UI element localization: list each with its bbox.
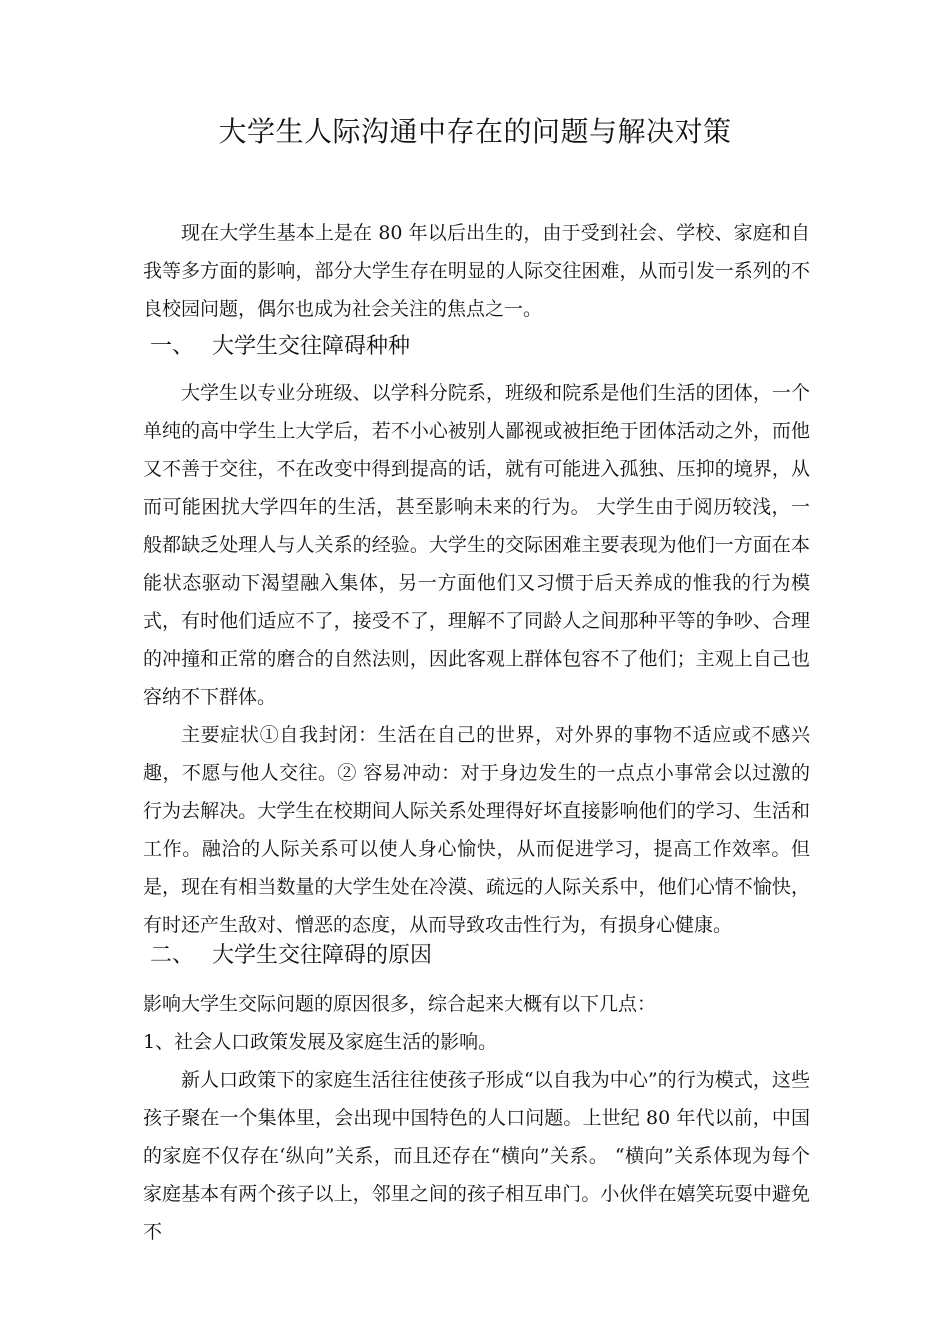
- section-1-title: 大学生交往障碍种种: [212, 334, 411, 359]
- section-2-number: 二、: [150, 943, 195, 968]
- section-2-heading: [150, 940, 432, 972]
- section-1-paragraph-1: 大学生以专业分班级、以学科分院系，班级和院系是他们生活的团体，一个单纯的高中学生上大学后，若不小心被别人鄙视或被拒绝于团体活动之外，而他又不善于交往，不在改变中得到提高的话，就有可能进入孤独、压抑的境界，从而可能困扰大学四年的生活，甚至影响未来的行为。 大学生由于阅历较浅，一般都缺乏处理人与人关系的经验。大学生的交际困难主要表现为他们一方面在本能状态驱动下渴望融入集体，另一方面他们又习惯于后天养成的惟我的行为模式，有时他们适应不了，接受不了，理解不了同龄人之间那种平等的争吵、合理的冲撞和正常的磨合的自然法则，因此客观上群体包容不了他们；主观上自己也容纳不下群体。: [143, 382, 810, 708]
- section-2-item-1: 1、社会人口政策发展及家庭生活的影响。: [143, 1031, 498, 1053]
- section-1-paragraph-2: 主要症状①自我封闭：生活在自己的世界，对外界的事物不适应或不感兴趣，不愿与他人交往。② 容易冲动：对于身边发生的一点点小事常会以过激的行为去解决。大学生在校期间人际关系处理得好坏直接影响他们的学习、生活和工作。融洽的人际关系可以使人身心愉快，从而促进学习，提高工作效率。但是，现在有相当数量的大学生处在冷漠、疏远的人际关系中，他们心情不愉快，有时还产生敌对、憎恶的态度，从而导致攻击性行为，有损身心健康。: [143, 724, 810, 936]
- document-title: 大学生人际沟通中存在的问题与解决对策: [218, 115, 732, 148]
- section-1-number: 一、: [150, 334, 195, 359]
- intro-paragraph: 现在大学生基本上是在 80 年以后出生的，由于受到社会、学校、家庭和自我等多方面的影响，部分大学生存在明显的人际交往困难，从而引发一系列的不良校园问题，偶尔也成为社会关注的焦点之一。: [143, 222, 810, 320]
- section-2-paragraph-1: 新人口政策下的家庭生活往往使孩子形成“以自我为中心”的行为模式，这些孩子聚在一个集体里，会出现中国特色的人口问题。上世纪 80 年代以前，中国的家庭不仅存在‘纵向”关系，而且还存在“横向”关系。 “横向”关系体现为每个家庭基本有两个孩子以上，邻里之间的孩子相互串门。小伙伴在嬉笑玩耍中避免不: [143, 1069, 810, 1243]
- section-1-heading: [150, 331, 410, 363]
- section-2-lead: 影响大学生交际问题的原因很多，综合起来大概有以下几点：: [143, 993, 657, 1015]
- section-2-title: 大学生交往障碍的原因: [212, 943, 433, 968]
